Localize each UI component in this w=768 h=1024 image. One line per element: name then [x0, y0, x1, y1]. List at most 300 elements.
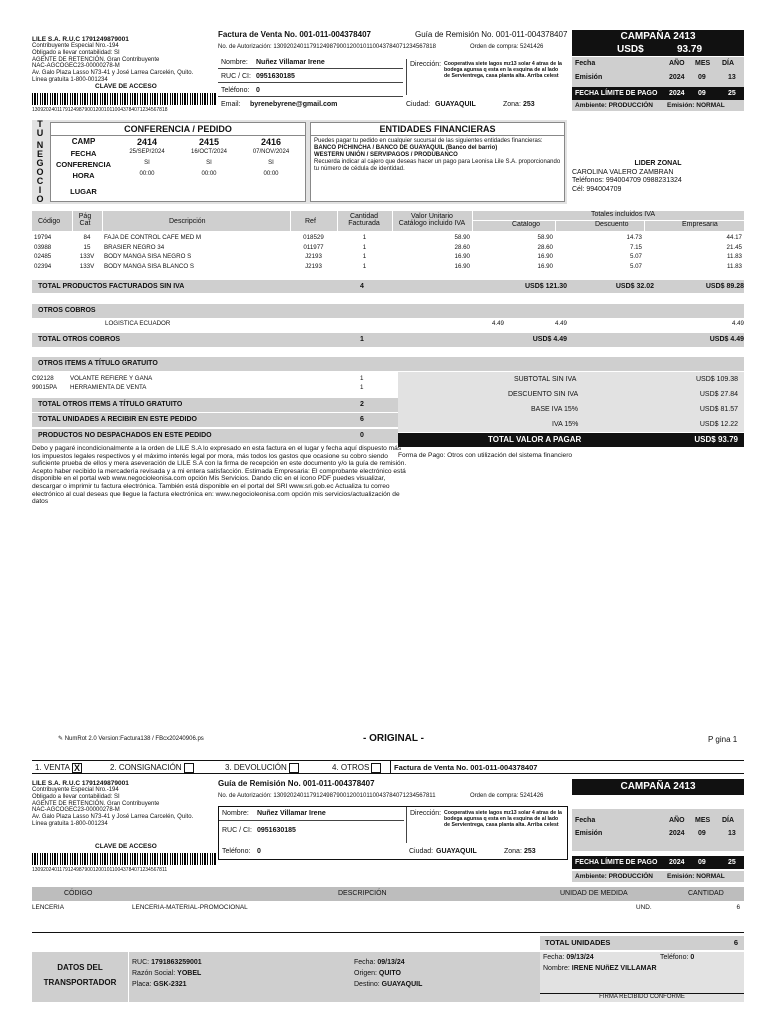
transportador-route: [354, 957, 422, 990]
company-line: Av. Galo Plaza Lasso N73-41 y José Larrea Carcelén, Quito.: [32, 70, 194, 77]
row-label: FECHA: [70, 149, 97, 158]
dia-label: DÍA: [722, 817, 735, 824]
ruc-label: RUC:: [132, 959, 150, 966]
item-code: 02485: [34, 253, 52, 261]
item-pag: 15: [83, 243, 91, 251]
list-item: [32, 374, 398, 383]
company-name-2: LILE S.A. R.U.C 1791249879001: [32, 780, 129, 787]
col-desc: Descripción: [169, 218, 206, 225]
vertical-letter: U: [36, 128, 44, 138]
summary-value: USD$ 27.84: [699, 391, 738, 398]
lider-tel: Teléfonos: 994004709 0988231324: [572, 177, 682, 184]
conferencia-value: SI: [144, 160, 150, 166]
emision-mes: 09: [698, 830, 706, 837]
vertical-letter: N: [36, 140, 44, 150]
total-otros-cat: USD$ 4.49: [532, 336, 567, 343]
clave-number: 1309202401179124987900120010110043784071234567818: [32, 107, 168, 113]
item-cat: 58.90: [537, 234, 553, 242]
total-productos-row: [32, 280, 744, 293]
vertical-letter: I: [38, 185, 42, 195]
tipo-otros[interactable]: [332, 761, 381, 774]
limite-anio: 2024: [669, 90, 685, 97]
autorizacion-2: No. de Autorización: 1309202401179124987900120010110043784071234567811: [218, 793, 436, 799]
consig-checkbox[interactable]: [184, 763, 194, 773]
conferencia-title: CONFERENCIA / PEDIDO: [51, 123, 305, 136]
items-header: [32, 211, 744, 231]
nombre-value: Nuñez Villamar Irene: [256, 59, 325, 66]
limite-label: FECHA LÍMITE DE PAGO: [575, 859, 658, 866]
emision-label: Emisión: [575, 830, 603, 837]
table-row: [32, 252, 744, 262]
emision-tipo: Emisión: NORMAL: [667, 873, 725, 880]
fecha-label: Fecha:: [543, 954, 565, 961]
tipo-venta-label: 1. VENTA: [35, 763, 70, 772]
dir-label: Dirección:: [410, 810, 442, 817]
no-despachados-label: PRODUCTOS NO DESPACHADOS EN ESTE PEDIDO: [38, 432, 212, 439]
transportador-placa: [132, 979, 202, 990]
ruc-value: 0951630185: [257, 827, 296, 834]
ruc-label: RUC / CI:: [222, 827, 252, 834]
company-line: Contribuyente Especial Nro.-194: [32, 787, 119, 793]
tel-label: Teléfono:: [222, 848, 251, 855]
total-unidades-guia: [540, 936, 744, 950]
recibido-tel: [660, 954, 694, 961]
tel-label: Teléfono:: [221, 87, 250, 94]
total-gratuito-value: 2: [360, 401, 364, 408]
col-totales: Totales incluidos IVA: [590, 211, 656, 218]
destino-label: Destino:: [354, 981, 380, 988]
item-cant: 1: [362, 262, 367, 270]
tipo-factura: Factura de Venta No. 001-011-004378407: [390, 761, 537, 774]
barcode-image: [32, 93, 217, 105]
transportador-box: [32, 952, 744, 1002]
forma-pago: Forma de Pago: Otros con utilización del sistema financiero: [398, 452, 573, 459]
summary-value: USD$ 81.57: [699, 406, 738, 413]
item-cat: 16.90: [537, 253, 553, 261]
table-row: [32, 243, 744, 253]
row-label: HORA: [72, 171, 95, 180]
ruc-value: 1791863259001: [151, 959, 202, 966]
barcode-image-2: [32, 853, 217, 865]
total-unidades-label: TOTAL UNIDADES A RECIBIR EN ESTE PEDIDO: [38, 416, 197, 423]
summary-row: [398, 417, 744, 432]
summary-row: [398, 402, 744, 417]
conferencia-value: SI: [268, 160, 274, 166]
company-line: Línea gratuita 1-800-001234: [32, 76, 108, 83]
col-pag: Pág Cat: [78, 213, 92, 227]
conferencia-table: [50, 122, 306, 202]
pagina-label: P gina 1: [708, 735, 738, 744]
route-fecha: [354, 957, 422, 968]
item-cant: 1: [362, 253, 367, 261]
vertical-letter: O: [36, 194, 44, 204]
vertical-letter: O: [36, 167, 44, 177]
item-unit: 16.90: [454, 253, 470, 261]
lugar-label: LUGAR: [70, 187, 97, 196]
limite-anio: 2024: [669, 859, 685, 866]
company-line: Contribuyente Especial Nro.-194: [32, 43, 119, 49]
orden-compra-2: Orden de compra: 5241426: [470, 793, 544, 799]
zona-label: Zona:: [503, 101, 521, 108]
guia-number: Guía de Remisión No. 001-011-004378407: [415, 30, 568, 39]
total-pagar-row: [398, 433, 744, 447]
placa-label: Placa:: [132, 981, 152, 988]
lider-zonal: [572, 160, 744, 194]
conferencia-value: SI: [206, 160, 212, 166]
gratuito-code: C92128: [32, 375, 54, 382]
item-desc: FAJA DE CONTROL CAFE MED M: [104, 234, 202, 242]
no-despachados-row: [32, 429, 398, 443]
item-ref: J2193: [305, 262, 322, 270]
customer-box: [218, 56, 568, 112]
table-row: [32, 904, 744, 914]
emision-dia: 13: [728, 74, 736, 81]
tipo-bar: [32, 761, 744, 774]
nombre-label: Nombre:: [543, 965, 570, 972]
item-unit: 58.90: [454, 234, 470, 242]
item-desc: BRASIER NEGRO 34: [104, 243, 165, 251]
table-row: [32, 262, 744, 272]
vertical-letter: G: [36, 158, 44, 168]
item-ref: 011977: [303, 243, 324, 251]
otros-cobros-title: OTROS COBROS: [38, 307, 96, 314]
guia-items-header: [32, 887, 744, 901]
vertical-letter: C: [36, 176, 44, 186]
clave-label: CLAVE DE ACCESO: [95, 83, 157, 90]
fecha-value: 07/NOV/2024: [252, 149, 290, 155]
items-table: [32, 233, 744, 271]
summary-label: IVA 15%: [552, 421, 579, 428]
placa-value: GSK-2321: [153, 981, 187, 988]
tipo-devol[interactable]: [225, 761, 299, 774]
route-origen: [354, 968, 422, 979]
total-productos-dto: USD$ 32.02: [615, 283, 654, 290]
company-line: AGENTE DE RETENCIÓN. Gran Contribuyente: [32, 800, 160, 807]
total-unidades-row: [32, 413, 398, 427]
total-gratuito-label: TOTAL OTROS ITEMS A TÍTULO GRATUITO: [38, 401, 183, 408]
otros-emp: 4.49: [731, 320, 744, 327]
item-cant: 1: [362, 243, 367, 251]
gratuito-title: OTROS ITEMS A TÍTULO GRATUITO: [38, 360, 158, 367]
campaign-title: CAMPAÑA 2413: [572, 30, 744, 43]
item-emp: 11.83: [726, 253, 742, 261]
gratuito-code: 99015PA: [32, 384, 57, 391]
total-unidades-guia-value: 6: [733, 938, 738, 947]
zona-label: Zona:: [504, 848, 522, 855]
camp-value: 2414: [136, 137, 158, 147]
entidades-banks2: WESTERN UNIÓN / SERVIPAGOS / PRODUBANCO: [314, 152, 458, 158]
col-cantidad: CANTIDAD: [688, 890, 724, 897]
summary-label: DESCUENTO SIN IVA: [508, 391, 579, 398]
fecha-label: Fecha:: [354, 959, 376, 966]
ciudad-label: Ciudad:: [406, 101, 431, 108]
guia-item-unidad: UND.: [636, 904, 652, 911]
col-cant: Cantidad Facturada: [348, 213, 380, 227]
tel-value: 0: [257, 848, 261, 855]
item-dto: 14.73: [626, 234, 642, 242]
numrot-text: NumRot 2.0 Version:Factura138 / FBcx20240906.ps: [64, 736, 204, 742]
limite-dia: 25: [728, 859, 736, 866]
dia-label: DÍA: [722, 60, 735, 67]
limite-mes: 09: [698, 859, 706, 866]
limite-label: FECHA LÍMITE DE PAGO: [575, 90, 658, 97]
item-cat: 28.60: [537, 243, 553, 251]
item-dto: 7.15: [629, 243, 642, 251]
item-dto: 5.07: [629, 253, 642, 261]
total-productos-label: TOTAL PRODUCTOS FACTURADOS SIN IVA: [38, 283, 185, 290]
company-line: Obligado a llevar contabilidad: SI: [32, 793, 120, 800]
origen-label: Origen:: [354, 970, 377, 977]
gratuito-cant: 1: [360, 384, 364, 391]
otros-cobros-row: [32, 320, 744, 330]
fecha-label: Fecha: [575, 60, 596, 67]
item-dto: 5.07: [629, 262, 642, 270]
tu-negocio-vertical: [34, 120, 46, 204]
campaign-box-2: [572, 779, 744, 883]
summary-box: [398, 372, 744, 432]
guia-number-2: Guía de Remisión No. 001-011-004378407: [218, 779, 375, 788]
ambiente: Ambiente: PRODUCCIÓN: [575, 102, 654, 109]
company-line: NAC-AGCOGEC23-00000278-M: [32, 807, 120, 814]
vertical-letter: T: [37, 119, 43, 129]
company-line: AGENTE DE RETENCIÓN. Gran Contribuyente: [32, 56, 160, 63]
pen-icon: ✎: [58, 736, 64, 742]
entidades-banks: BANCO PICHINCHA / BANCO DE GUAYAQUIL (Banco del barrio): [314, 145, 498, 151]
nombre-value: Nuñez Villamar Irene: [257, 810, 326, 817]
zona-value: 253: [523, 101, 535, 108]
emision-tipo: Emisión: NORMAL: [667, 102, 725, 109]
otros-unit: 4.49: [491, 320, 504, 327]
guia-item-code: LENCERIA: [32, 904, 64, 911]
fecha-value: 09/13/24: [377, 959, 405, 966]
company-name: LILE S.A. R.U.C 1791249879001: [32, 36, 129, 43]
numrot: [58, 735, 204, 742]
camp-value: 2415: [198, 137, 220, 147]
hora-value: 00:00: [201, 171, 217, 177]
ambiente: Ambiente: PRODUCCIÓN: [575, 873, 654, 880]
dir-value: Cooperativa siete lagos mz13 solar 4 atras de la bodega agunsa q esta en la esquina de al lado de Servientrega, casa planta alta. Arriba celest: [444, 810, 562, 828]
guia-item-desc: LENCERIA-MATERIAL-PROMOCIONAL: [132, 904, 248, 911]
nombre-label: Nombre:: [222, 810, 249, 817]
company-line: NAC-AGCOGEC23-00000278-M: [32, 63, 120, 70]
gratuito-header: [32, 357, 744, 371]
summary-row: [398, 372, 744, 387]
entidades-title: ENTIDADES FINANCIERAS: [311, 123, 564, 136]
total-gratuito-row: [32, 398, 398, 412]
mes-label: MES: [695, 817, 711, 824]
otros-cat: 4.49: [554, 320, 567, 327]
currency: USD$: [617, 44, 644, 55]
transportador-title-line: TRANSPORTADOR: [43, 978, 117, 987]
razon-value: YOBEL: [177, 970, 202, 977]
summary-label: SUBTOTAL SIN IVA: [514, 376, 577, 383]
recibido-nombre: [543, 965, 657, 972]
dir-label: Dirección:: [410, 61, 442, 68]
col-codigo: Código: [38, 218, 61, 225]
company-info-2: [32, 787, 193, 828]
tipo-consig[interactable]: [110, 761, 194, 774]
total-otros-emp: USD$ 4.49: [709, 336, 744, 343]
zona-value: 253: [524, 848, 536, 855]
transportador-title: [32, 960, 128, 990]
summary-row: [398, 387, 744, 402]
hora-value: 00:00: [263, 171, 279, 177]
total-productos-emp: USD$ 89.28: [705, 283, 744, 290]
ruc-label: RUC / CI:: [221, 73, 251, 80]
anio-label: AÑO: [669, 60, 685, 67]
col-codigo: CÓDIGO: [64, 890, 93, 897]
fecha-label: Fecha: [575, 817, 596, 824]
emision-anio: 2024: [669, 830, 685, 837]
tipo-devol-label: 3. DEVOLUCIÓN: [225, 763, 287, 772]
row-label: CAMP: [71, 137, 96, 146]
limite-dia: 25: [728, 90, 736, 97]
item-cat: 16.90: [537, 262, 553, 270]
campaign-title-2: CAMPAÑA 2413: [572, 779, 744, 795]
item-cant: 1: [362, 234, 367, 242]
fecha-value: 25/SEP/2024: [129, 149, 165, 155]
route-destino: [354, 979, 422, 990]
origen-value: QUITO: [378, 970, 401, 977]
clave-label-2: CLAVE DE ACCESO: [95, 843, 157, 850]
company-info: [32, 43, 212, 84]
item-ref: J2193: [305, 253, 322, 261]
total-otros-cant: 1: [360, 336, 364, 343]
item-code: 19794: [34, 234, 52, 242]
item-pag: 133V: [79, 262, 95, 270]
mes-label: MES: [695, 60, 711, 67]
total-productos-cant: 4: [360, 283, 364, 290]
item-unit: 28.60: [454, 243, 470, 251]
total-unidades-guia-label: TOTAL UNIDADES: [545, 938, 611, 947]
transportador-razon: [132, 968, 202, 979]
emision-anio: 2024: [669, 74, 685, 81]
entidades-box: [310, 122, 565, 202]
tel-value: 0: [690, 954, 695, 961]
recibido-fecha: [543, 954, 594, 961]
company-line: Obligado a llevar contabilidad: SI: [32, 49, 120, 56]
original-label: - ORIGINAL -: [363, 733, 424, 744]
customer-box-2: [218, 806, 568, 860]
tipo-venta[interactable]: [35, 761, 82, 774]
emision-mes: 09: [698, 74, 706, 81]
col-descuento: Descuento: [595, 221, 629, 228]
limite-mes: 09: [698, 90, 706, 97]
vertical-letter: E: [36, 149, 43, 159]
destino-value: GUAYAQUIL: [381, 981, 423, 988]
item-pag: 84: [83, 234, 91, 242]
total-pagar-value: USD$ 93.79: [694, 435, 738, 444]
autorizacion: No. de Autorización: 1309202401179124987900120010110043784071234567818: [218, 44, 436, 50]
hora-value: 00:00: [139, 171, 155, 177]
anio-label: AÑO: [669, 817, 685, 824]
col-desc: DESCRIPCIÓN: [338, 890, 387, 897]
ciudad-value: GUAYAQUIL: [435, 101, 476, 108]
company-line: Línea gratuita 1-800-001234: [32, 820, 108, 827]
entidades-note: Recuerda indicar al cajero que deseas hacer un pago para Leonisa Lile S.A. proporcionando tu número de cédula de identidad.: [314, 159, 561, 172]
item-code: 02394: [34, 262, 52, 270]
tel-label: Teléfono:: [660, 954, 689, 961]
otros-checkbox[interactable]: [371, 763, 381, 773]
dir-value: Cooperativa siete lagos mz13 solar 4 atras de la bodega agunsa q esta en la esquina de al lado de Servientrega, casa planta alta. Arriba celest: [444, 61, 562, 79]
item-unit: 16.90: [454, 262, 470, 270]
emision-dia: 13: [728, 830, 736, 837]
list-item: [32, 383, 398, 392]
entidades-intro: Puedes pagar tu pedido en cualquier sucursal de las siguientes entidades financieras:: [314, 138, 543, 144]
devol-checkbox[interactable]: [289, 763, 299, 773]
factura-number: Factura de Venta No. 001-011-004378407: [218, 30, 371, 39]
item-desc: BODY MANGA SISA NEGRO S: [104, 253, 192, 261]
lider-cel: Cél: 994004709: [572, 185, 622, 193]
fecha-value: 16/OCT/2024: [190, 149, 228, 155]
total-unidades-value: 6: [360, 416, 364, 423]
nombre-value: IRENE NUñEZ VILLAMAR: [571, 965, 657, 972]
item-pag: 133V: [79, 253, 95, 261]
total-pagar-label: TOTAL VALOR A PAGAR: [488, 435, 582, 444]
ruc-value: 0951630185: [256, 73, 295, 80]
total-productos-cat: USD$ 121.30: [524, 283, 567, 290]
fecha-value: 09/13/24: [566, 954, 594, 961]
lider-title: LIDER ZONAL: [634, 160, 682, 167]
otros-cobros-header: [32, 304, 744, 318]
item-code: 03988: [34, 243, 52, 251]
orden-compra: Orden de compra: 5241426: [470, 44, 544, 50]
item-emp: 44.17: [726, 234, 742, 242]
no-despachados-value: 0: [360, 432, 364, 439]
total-otros-cobros-row: [32, 333, 744, 347]
email-label: Email:: [221, 101, 241, 108]
legal-text: Debo y pagaré incondicionalmente a la orden de LILE S.A lo expresado en esta factura en el lugar y fecha aquí dispuesto más los impuestos legales respectivos y el máximo interés legal por mora, más todos los gastos que ocasione su cobro siendo suficiente prueba de ellos y mera aseveración de LILE S.A con la firma de recepción en este documento y/o la guía de remisión. Acepto haber recibido la mercadería revisada y a mi entera satisfacción. Estimada Empresaria: El comprobante electrónico está disponible en el portal web www.negocioleonisa.com opción Mis Servicios. Dando clic en el icono PDF puedes visualizar, descargar o imprimir tu factura electrónica. También está disponible en el portal del SRI www.sri.gob.ec Actualiza tu correo electrónico al cual deseas que llegue la factura electrónica en: www.negocioleonisa.com opción mis servicios/actualización de datos: [32, 445, 407, 506]
guia-item-cant: 6: [736, 904, 740, 911]
table-row: [32, 233, 744, 243]
total-otros-label: TOTAL OTROS COBROS: [38, 336, 121, 343]
col-catalogo: Catálogo: [512, 221, 541, 228]
venta-checkbox[interactable]: X: [73, 762, 80, 773]
transportador-title-line: DATOS DEL: [57, 963, 103, 972]
summary-value: USD$ 12.22: [699, 421, 738, 428]
transportador-ruc: [132, 957, 202, 968]
firma-label: FIRMA RECIBIDO CONFORME: [599, 994, 685, 1000]
camp-value: 2416: [260, 137, 282, 147]
summary-label: BASE IVA 15%: [531, 406, 578, 413]
clave-number-2: 1309202401179124987900120010110043784071234567811: [32, 867, 168, 873]
tipo-consig-label: 2. CONSIGNACIÓN: [110, 763, 182, 772]
company-line: Av. Galo Plaza Lasso N73-41 y José Larrea Carcelén, Quito.: [32, 814, 194, 821]
razon-label: Razón Social:: [132, 970, 176, 977]
item-desc: BODY MANGA SISA BLANCO S: [104, 262, 194, 270]
gratuito-desc: HERRAMIENTA DE VENTA: [70, 384, 147, 391]
item-emp: 11.83: [726, 262, 742, 270]
otros-item: LOGISTICA ECUADOR: [105, 320, 171, 327]
row-label: CONFERENCIA: [55, 160, 111, 169]
item-ref: 018529: [303, 234, 324, 242]
transportador-info: [132, 957, 202, 990]
gratuito-cant: 1: [360, 375, 364, 382]
tipo-otros-label: 4. OTROS: [332, 763, 370, 772]
ciudad-value: GUAYAQUIL: [436, 848, 477, 855]
emision-label: Emisión: [575, 74, 603, 81]
nombre-label: Nombre:: [221, 59, 248, 66]
email-value: byrenebyrene@gmail.com: [250, 101, 338, 108]
ciudad-label: Ciudad:: [409, 848, 434, 855]
col-empresaria: Empresaria: [682, 221, 718, 228]
lider-name: CAROLINA VALERO ZAMBRAN: [572, 168, 674, 176]
item-emp: 21.45: [726, 243, 742, 251]
campaign-amount: 93.79: [677, 44, 703, 55]
gratuito-list: [32, 374, 398, 392]
gratuito-desc: VOLANTE REFIERE Y GANA: [70, 375, 153, 382]
col-unit: Valor Unitario Catálogo incluido IVA: [398, 213, 466, 227]
